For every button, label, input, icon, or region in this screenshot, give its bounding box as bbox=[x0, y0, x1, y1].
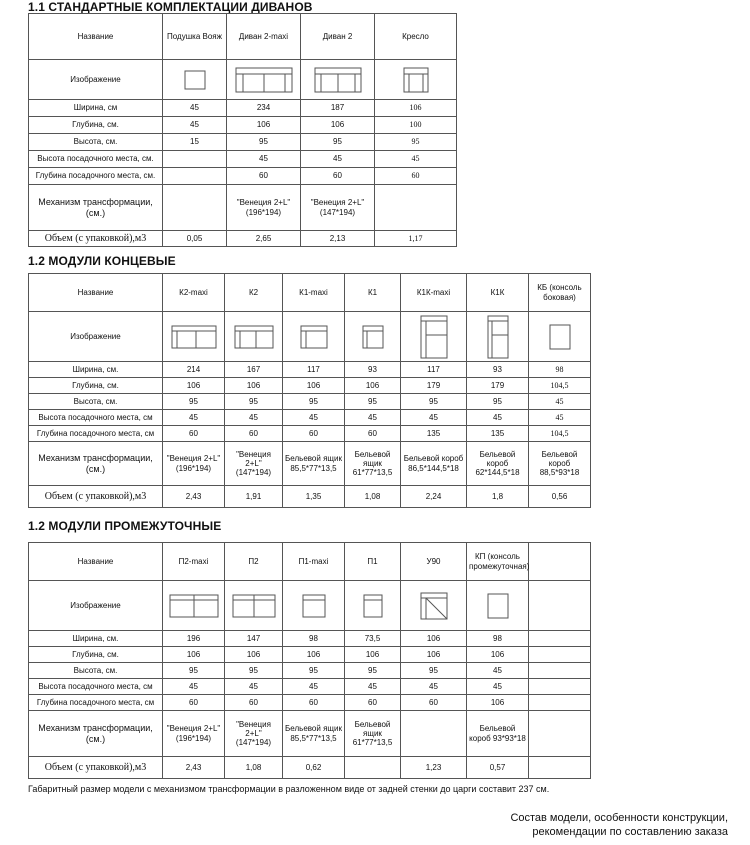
cell-seat-height: 45 bbox=[375, 151, 457, 168]
cell-seat-height: 45 bbox=[301, 151, 375, 168]
sofa-icon bbox=[225, 312, 283, 362]
cell-height: 95 bbox=[345, 663, 401, 679]
cell-width: 117 bbox=[283, 362, 345, 378]
cell-volume: 2,43 bbox=[163, 757, 225, 779]
row-label-seat-height: Высота посадочного места, см. bbox=[29, 151, 163, 168]
cell-mechanism: "Венеция 2+L" (147*194) bbox=[301, 185, 375, 231]
cell-seat-depth: 106 bbox=[467, 695, 529, 711]
middle-modules-table bbox=[28, 542, 591, 779]
cell-mechanism bbox=[375, 185, 457, 231]
cell-mechanism: Бельевой короб 86,5*144,5*18 bbox=[401, 442, 467, 486]
cell-width: 106 bbox=[401, 631, 467, 647]
section-title-standard: 1.1 СТАНДАРТНЫЕ КОМПЛЕКТАЦИИ ДИВАНОВ bbox=[28, 0, 313, 14]
cell-width: 117 bbox=[401, 362, 467, 378]
corner-end-icon bbox=[401, 312, 467, 362]
cell-seat-depth: 60 bbox=[345, 695, 401, 711]
standard-sets-table bbox=[28, 13, 457, 247]
column-name: Диван 2-maxi bbox=[227, 14, 301, 60]
cell-height: 95 bbox=[227, 134, 301, 151]
row-label-name: Название bbox=[29, 543, 163, 581]
cell-seat-height bbox=[529, 679, 591, 695]
cell-seat-depth: 60 bbox=[375, 168, 457, 185]
cell-seat-depth: 135 bbox=[467, 426, 529, 442]
cell-depth: 106 bbox=[345, 378, 401, 394]
cell-mechanism bbox=[401, 711, 467, 757]
end-module-icon bbox=[345, 312, 401, 362]
cell-width: 98 bbox=[283, 631, 345, 647]
cell-seat-depth: 60 bbox=[283, 695, 345, 711]
cell-height: 95 bbox=[163, 663, 225, 679]
column-name: Диван 2 bbox=[301, 14, 375, 60]
cell-mechanism: Бельевой ящик 61*77*13,5 bbox=[345, 442, 401, 486]
cell-depth: 106 bbox=[227, 117, 301, 134]
row-label-seat-depth: Глубина посадочного места, см bbox=[29, 426, 163, 442]
cell-width: 98 bbox=[467, 631, 529, 647]
row-label-volume: Объем (с упаковкой),м3 bbox=[29, 757, 163, 779]
row-label-height: Высота, см. bbox=[29, 663, 163, 679]
corner-end-icon bbox=[467, 312, 529, 362]
cell-height: 95 bbox=[301, 134, 375, 151]
cell-seat-depth: 60 bbox=[225, 426, 283, 442]
cell-width: 214 bbox=[163, 362, 225, 378]
cell-mechanism: Бельевой короб 93*93*18 bbox=[467, 711, 529, 757]
cell-volume: 1,17 bbox=[375, 231, 457, 247]
column-name: К1-maxi bbox=[283, 274, 345, 312]
cell-height: 45 bbox=[467, 663, 529, 679]
cell-mechanism: Бельевой короб 88,5*93*18 bbox=[529, 442, 591, 486]
column-name: КП (консоль промежуточная) bbox=[467, 543, 529, 581]
cell-seat-height: 45 bbox=[283, 679, 345, 695]
cell-depth: 106 bbox=[283, 378, 345, 394]
column-name: Подушка Вояж bbox=[163, 14, 227, 60]
cell-seat-depth: 60 bbox=[283, 426, 345, 442]
column-name: П2-maxi bbox=[163, 543, 225, 581]
row-label-height: Высота, см. bbox=[29, 134, 163, 151]
cell-mechanism: "Венеция 2+L" (196*194) bbox=[163, 442, 225, 486]
cell-volume: 0,56 bbox=[529, 486, 591, 508]
cell-height: 95 bbox=[345, 394, 401, 410]
cell-seat-depth: 60 bbox=[163, 695, 225, 711]
row-label-width: Ширина, см bbox=[29, 100, 163, 117]
cell-mechanism bbox=[163, 185, 227, 231]
end-module-icon bbox=[283, 312, 345, 362]
console-icon bbox=[529, 312, 591, 362]
cell-seat-height: 45 bbox=[345, 410, 401, 426]
cell-height: 95 bbox=[163, 394, 225, 410]
cell-height: 95 bbox=[467, 394, 529, 410]
row-label-name: Название bbox=[29, 274, 163, 312]
cell-height: 95 bbox=[401, 663, 467, 679]
cell-mechanism: "Венеция 2+L" (147*194) bbox=[225, 711, 283, 757]
end-modules-table bbox=[28, 273, 591, 508]
cell-mechanism: "Венеция 2+L" (196*194) bbox=[163, 711, 225, 757]
cell-depth: 106 bbox=[225, 647, 283, 663]
cell-depth: 106 bbox=[301, 117, 375, 134]
row-label-width: Ширина, см. bbox=[29, 631, 163, 647]
cell-seat-height: 45 bbox=[163, 410, 225, 426]
column-name: К2 bbox=[225, 274, 283, 312]
row-label-seat-height: Высота посадочного места, см bbox=[29, 679, 163, 695]
row-label-volume: Объем (с упаковкой),м3 bbox=[29, 486, 163, 508]
row-label-image: Изображение bbox=[29, 312, 163, 362]
row-label-mechanism: Механизм трансформации, (см.) bbox=[29, 185, 163, 231]
cell-height: 95 bbox=[225, 394, 283, 410]
cell-depth: 106 bbox=[163, 378, 225, 394]
cell-seat-height: 45 bbox=[225, 410, 283, 426]
cell-width: 98 bbox=[529, 362, 591, 378]
row-label-image: Изображение bbox=[29, 581, 163, 631]
armchair-icon bbox=[375, 60, 457, 100]
console-icon bbox=[467, 581, 529, 631]
cell-volume: 1,91 bbox=[225, 486, 283, 508]
row-label-seat-depth: Глубина посадочного места, см bbox=[29, 695, 163, 711]
cell-volume: 1,8 bbox=[467, 486, 529, 508]
column-name: П1 bbox=[345, 543, 401, 581]
column-name: У90 bbox=[401, 543, 467, 581]
cell-seat-height: 45 bbox=[227, 151, 301, 168]
cell-width bbox=[529, 631, 591, 647]
cell-mechanism: Бельевой ящик 61*77*13,5 bbox=[345, 711, 401, 757]
row-label-image: Изображение bbox=[29, 60, 163, 100]
cell-depth: 106 bbox=[401, 647, 467, 663]
cell-seat-depth: 60 bbox=[345, 426, 401, 442]
column-name: К1К bbox=[467, 274, 529, 312]
cell-depth: 104,5 bbox=[529, 378, 591, 394]
row-label-depth: Глубина, см. bbox=[29, 378, 163, 394]
cell-mechanism: "Венеция 2+L" (196*194) bbox=[227, 185, 301, 231]
cell-volume: 2,65 bbox=[227, 231, 301, 247]
cell-depth bbox=[529, 647, 591, 663]
model-composition-note bbox=[510, 812, 728, 840]
cell-seat-depth: 60 bbox=[227, 168, 301, 185]
cell-depth: 106 bbox=[345, 647, 401, 663]
cell-depth: 45 bbox=[163, 117, 227, 134]
column-name: КБ (консоль боковая) bbox=[529, 274, 591, 312]
row-label-depth: Глубина, см. bbox=[29, 117, 163, 134]
sofa-icon bbox=[163, 312, 225, 362]
cell-volume: 2,43 bbox=[163, 486, 225, 508]
cell-mechanism: Бельевой короб 62*144,5*18 bbox=[467, 442, 529, 486]
cell-depth: 106 bbox=[283, 647, 345, 663]
row-label-height: Высота, см. bbox=[29, 394, 163, 410]
section-title-middle-modules: 1.2 МОДУЛИ ПРОМЕЖУТОЧНЫЕ bbox=[28, 519, 222, 533]
cell-width: 73,5 bbox=[345, 631, 401, 647]
cell-volume: 2,24 bbox=[401, 486, 467, 508]
cell-volume bbox=[345, 757, 401, 779]
cell-volume: 1,08 bbox=[225, 757, 283, 779]
cell-width: 234 bbox=[227, 100, 301, 117]
cell-width: 167 bbox=[225, 362, 283, 378]
column-name: К1К-maxi bbox=[401, 274, 467, 312]
column-name: П2 bbox=[225, 543, 283, 581]
column-name: П1-maxi bbox=[283, 543, 345, 581]
cell-seat-height: 45 bbox=[467, 410, 529, 426]
unfolded-size-note: Габаритный размер модели с механизмом трансформации в разложенном виде от задней стенки до царги составит 237 см. bbox=[28, 784, 550, 794]
cell-seat-height: 45 bbox=[401, 410, 467, 426]
row-label-mechanism: Механизм трансформации, (см.) bbox=[29, 711, 163, 757]
cell-seat-depth: 104,5 bbox=[529, 426, 591, 442]
model-composition-line2: рекомендации по составлению заказа bbox=[532, 825, 728, 838]
cell-depth: 100 bbox=[375, 117, 457, 134]
cell-height: 95 bbox=[401, 394, 467, 410]
model-composition-line1: Состав модели, особенности конструкции, bbox=[510, 812, 728, 824]
cell-depth: 179 bbox=[467, 378, 529, 394]
cell-depth: 179 bbox=[401, 378, 467, 394]
mid-sofa-icon bbox=[163, 581, 225, 631]
cell-volume: 2,13 bbox=[301, 231, 375, 247]
cell-mechanism: Бельевой ящик 85,5*77*13,5 bbox=[283, 711, 345, 757]
cell-seat-height: 45 bbox=[283, 410, 345, 426]
column-name: Кресло bbox=[375, 14, 457, 60]
cell-volume: 0,57 bbox=[467, 757, 529, 779]
cell-height: 15 bbox=[163, 134, 227, 151]
row-label-volume: Объем (с упаковкой),м3 bbox=[29, 231, 163, 247]
cell-seat-depth: 60 bbox=[225, 695, 283, 711]
cell-seat-depth: 135 bbox=[401, 426, 467, 442]
cell-height: 95 bbox=[375, 134, 457, 151]
cell-width: 93 bbox=[467, 362, 529, 378]
cell-height: 95 bbox=[283, 663, 345, 679]
column-name bbox=[529, 543, 591, 581]
cell-seat-depth bbox=[163, 168, 227, 185]
row-label-width: Ширина, см. bbox=[29, 362, 163, 378]
cell-width: 45 bbox=[163, 100, 227, 117]
cell-seat-height: 45 bbox=[345, 679, 401, 695]
cell-seat-depth: 60 bbox=[301, 168, 375, 185]
cell-width: 93 bbox=[345, 362, 401, 378]
corner-icon bbox=[401, 581, 467, 631]
cell-mechanism: "Венеция 2+L" (147*194) bbox=[225, 442, 283, 486]
cell-depth: 106 bbox=[225, 378, 283, 394]
cell-seat-depth: 60 bbox=[163, 426, 225, 442]
cell-volume: 1,35 bbox=[283, 486, 345, 508]
sofa-icon bbox=[301, 60, 375, 100]
cell-mechanism bbox=[529, 711, 591, 757]
cell-depth: 106 bbox=[467, 647, 529, 663]
column-name: К2-maxi bbox=[163, 274, 225, 312]
cell-width: 187 bbox=[301, 100, 375, 117]
cell-width: 106 bbox=[375, 100, 457, 117]
cell-seat-height: 45 bbox=[401, 679, 467, 695]
mid-module-icon bbox=[345, 581, 401, 631]
cell-width: 196 bbox=[163, 631, 225, 647]
sofa-icon bbox=[227, 60, 301, 100]
cell-seat-height: 45 bbox=[529, 410, 591, 426]
pillow-icon bbox=[163, 60, 227, 100]
cell-height bbox=[529, 663, 591, 679]
row-label-seat-depth: Глубина посадочного места, см. bbox=[29, 168, 163, 185]
empty-image-cell bbox=[529, 581, 591, 631]
cell-seat-height bbox=[163, 151, 227, 168]
row-label-depth: Глубина, см. bbox=[29, 647, 163, 663]
row-label-seat-height: Высота посадочного места, см bbox=[29, 410, 163, 426]
mid-sofa-icon bbox=[225, 581, 283, 631]
cell-volume bbox=[529, 757, 591, 779]
cell-depth: 106 bbox=[163, 647, 225, 663]
section-title-end-modules: 1.2 МОДУЛИ КОНЦЕВЫЕ bbox=[28, 254, 176, 268]
cell-seat-depth bbox=[529, 695, 591, 711]
cell-volume: 1,08 bbox=[345, 486, 401, 508]
cell-volume: 0,62 bbox=[283, 757, 345, 779]
column-name: К1 bbox=[345, 274, 401, 312]
row-label-mechanism: Механизм трансформации, (см.) bbox=[29, 442, 163, 486]
cell-height: 95 bbox=[283, 394, 345, 410]
cell-width: 147 bbox=[225, 631, 283, 647]
cell-seat-height: 45 bbox=[467, 679, 529, 695]
cell-height: 95 bbox=[225, 663, 283, 679]
row-label-name: Название bbox=[29, 14, 163, 60]
cell-seat-height: 45 bbox=[225, 679, 283, 695]
cell-height: 45 bbox=[529, 394, 591, 410]
mid-module-icon bbox=[283, 581, 345, 631]
cell-seat-depth: 60 bbox=[401, 695, 467, 711]
cell-volume: 0,05 bbox=[163, 231, 227, 247]
cell-volume: 1,23 bbox=[401, 757, 467, 779]
cell-mechanism: Бельевой ящик 85,5*77*13,5 bbox=[283, 442, 345, 486]
cell-seat-height: 45 bbox=[163, 679, 225, 695]
